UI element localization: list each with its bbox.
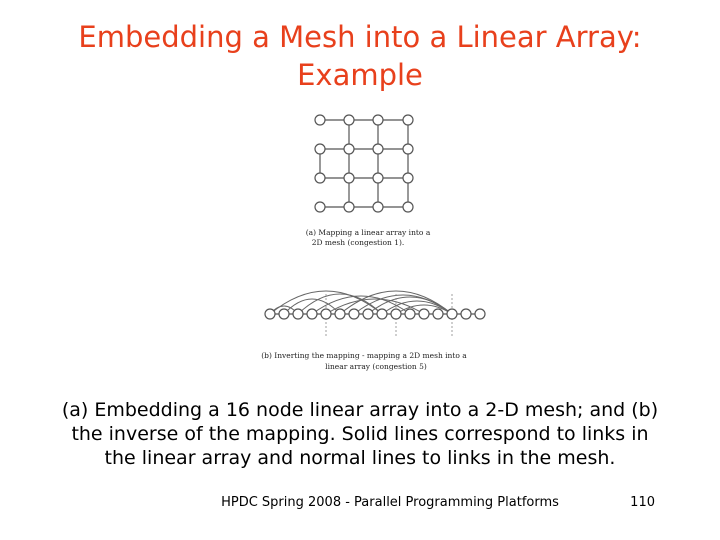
- slide-caption: [40, 398, 680, 470]
- figure-label-a-line2: 2D mesh (congestion 1).: [311, 238, 405, 247]
- mesh-nodes: [315, 115, 413, 212]
- title-line-1: Embedding a Mesh into a Linear Array:: [78, 20, 642, 54]
- figure-label-b-line1: (b) Inverting the mapping - mapping a 2D mesh into a: [261, 351, 467, 360]
- caption-line-3: the linear array and normal lines to links in the mesh.: [104, 447, 616, 469]
- figure-label-b-line2: linear array (congestion 5): [325, 362, 427, 371]
- slide-title: [0, 18, 720, 94]
- caption-line-1: (a) Embedding a 16 node linear array into a 2-D mesh; and (b): [61, 399, 659, 421]
- mesh-embedding-figure: [250, 108, 490, 380]
- mesh-grid: [320, 120, 408, 207]
- slide-footer: HPDC Spring 2008 - Parallel Programming Platforms: [221, 495, 559, 510]
- figure-label-a-line1: (a) Mapping a linear array into a: [305, 228, 431, 237]
- page-number: 110: [630, 495, 655, 510]
- title-line-2: Example: [297, 58, 423, 92]
- caption-line-2: the inverse of the mapping. Solid lines correspond to links in: [71, 423, 649, 445]
